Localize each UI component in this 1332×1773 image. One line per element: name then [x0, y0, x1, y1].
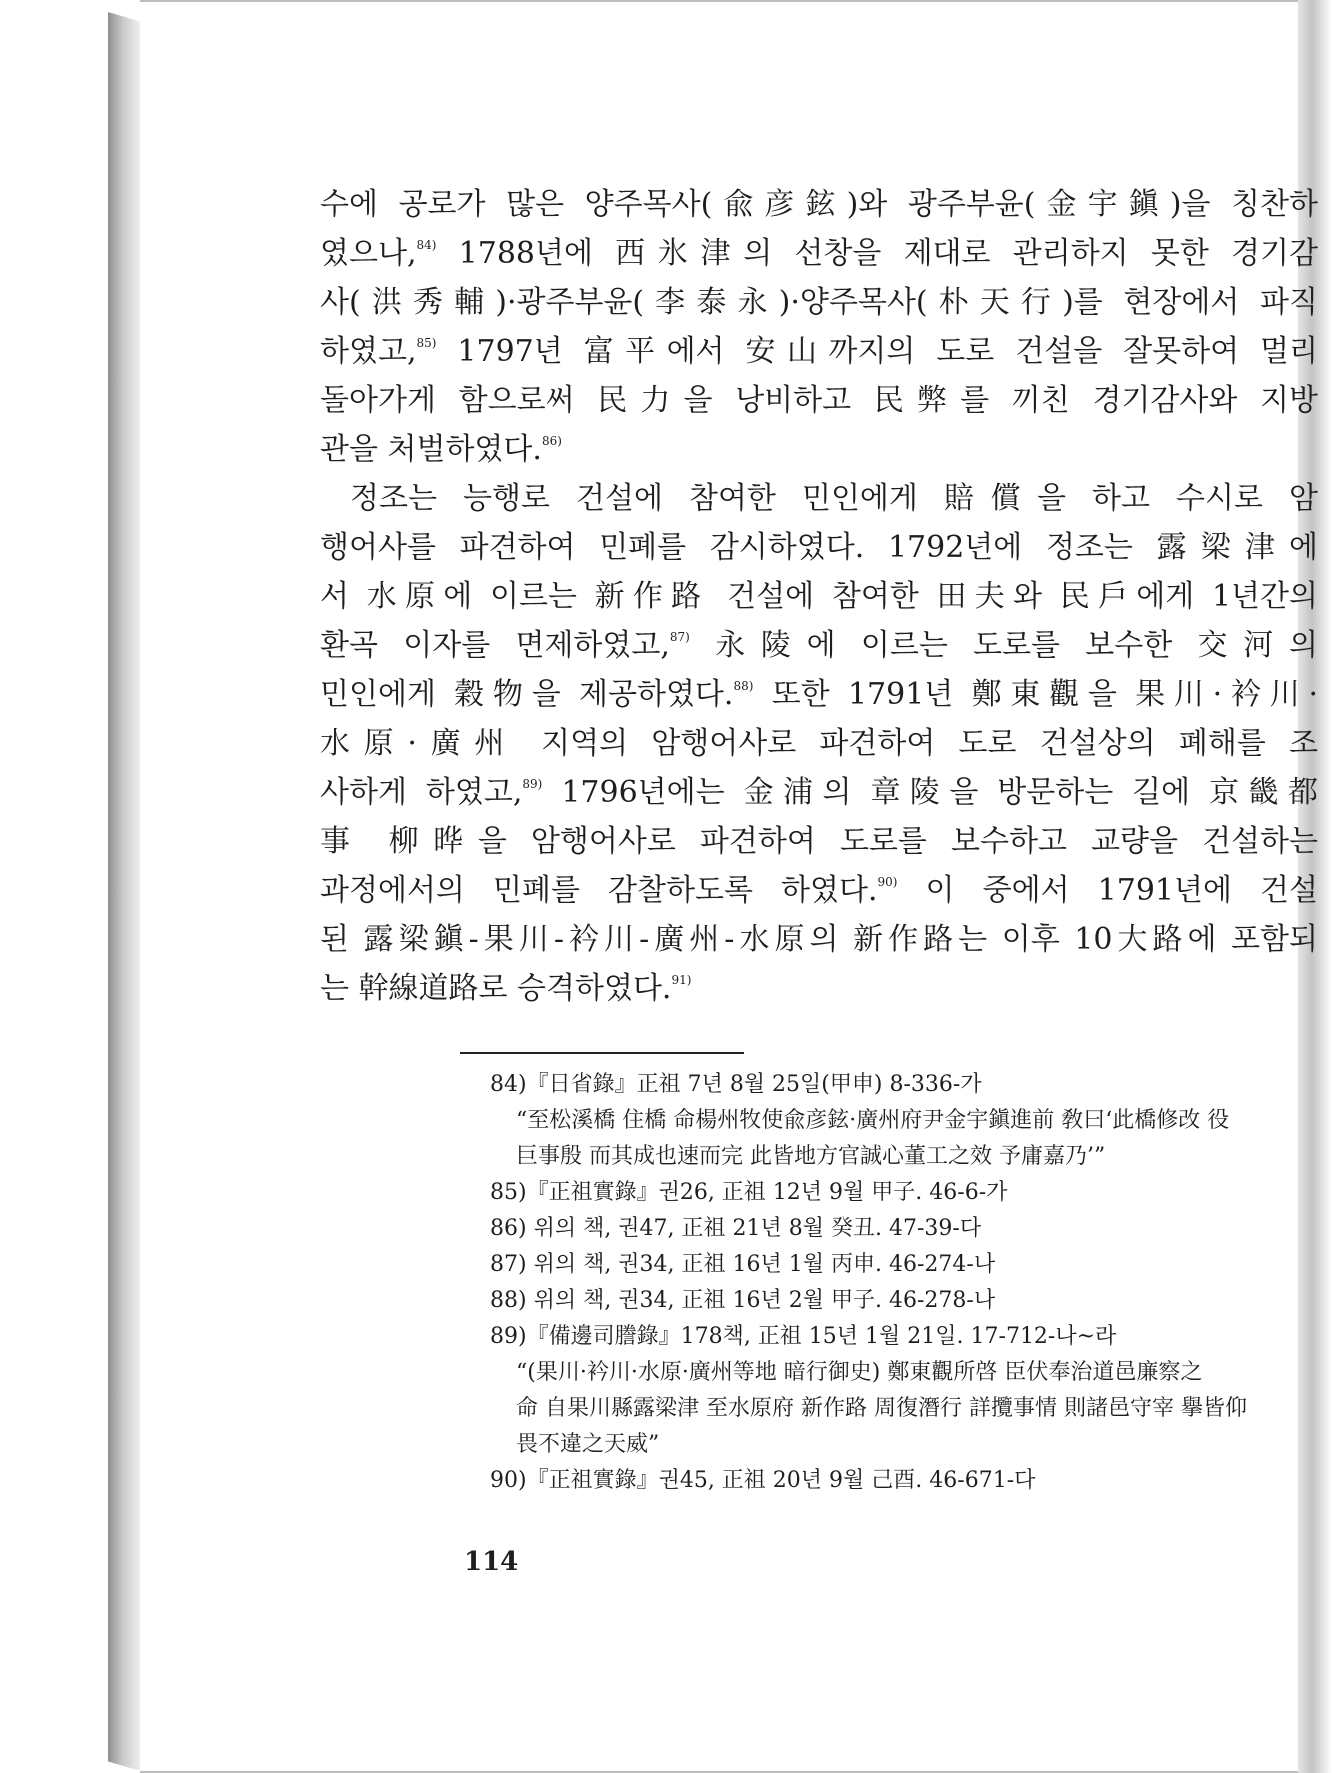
body-line: 事 柳晔을 암행어사로 파견하여 도로를 보수하고 교량을 건설하는 — [320, 824, 1318, 859]
footnote-84-quote: “至松溪橋 住橋 命楊州牧使兪彦鉉·廣州府尹金宇鎭進前 敎曰‘此橋修改 役 — [516, 1108, 1230, 1133]
footnote-ref-86: 86) — [541, 434, 562, 448]
footnote-89-quote: 畏不違之天威” — [516, 1432, 660, 1457]
body-line: 水原·廣州 지역의 암행어사로 파견하여 도로 건설상의 폐해를 조 — [320, 726, 1318, 761]
book-page — [140, 0, 1318, 1773]
body-line: 환곡 이자를 면제하였고,$^{87)}$ 永陵에 이르는 도로를 보수한 交河의 — [320, 628, 1318, 663]
footnote-84: 84)『日省錄』正祖 7년 8월 25일(甲申) 8-336-가 — [490, 1072, 982, 1097]
footnote-90: 90)『正祖實錄』권45, 正祖 20년 9월 己酉. 46-671-다 — [490, 1468, 1036, 1493]
body-line: 였으나,$^{84)}$ 1788년에 西氷津의 선창을 제대로 관리하지 못한 경기감 — [320, 236, 1318, 271]
book-spine — [108, 12, 144, 1772]
footnote-ref-89: 89) — [522, 777, 543, 791]
footnote-86: 86) 위의 책, 권47, 正祖 21년 8월 癸丑. 47-39-다 — [490, 1216, 982, 1241]
footnote-ref-84: 84) — [416, 238, 437, 252]
body-line: 과정에서의 민폐를 감찰하도록 하였다.$^{90)}$ 이 중에서 1791년에 건설 — [320, 873, 1318, 908]
body-line: 수에 공로가 많은 양주목사(兪彦鉉)와 광주부윤(金宇鎭)을 칭찬하 — [320, 187, 1318, 222]
footnote-88: 88) 위의 책, 권34, 正祖 16년 2월 甲子. 46-278-나 — [490, 1288, 996, 1313]
footnote-85: 85)『正祖實錄』권26, 正祖 12년 9월 甲子. 46-6-가 — [490, 1180, 1008, 1205]
footnote-89-quote: “(果川·衿川·水原·廣州等地 暗行御史) 鄭東觀所啓 臣伏奉治道邑廉察之 — [516, 1360, 1203, 1385]
footnote-ref-85: 85) — [416, 336, 437, 350]
footnotes — [490, 1067, 1320, 1499]
body-line: 하였고,$^{85)}$ 1797년 富平에서 安山까지의 도로 건설을 잘못하여 멀리 — [320, 334, 1318, 369]
body-line: 된 露梁鎭-果川-衿川-廣州-水原의 新作路는 이후 10大路에 포함되 — [320, 922, 1318, 957]
footnote-ref-90: 90) — [877, 875, 898, 889]
body-text — [320, 180, 1318, 1013]
footnote-separator — [460, 1052, 744, 1054]
body-line: 돌아가게 함으로써 民力을 낭비하고 民弊를 끼친 경기감사와 지방 — [320, 383, 1318, 418]
footnote-ref-87: 87) — [669, 630, 690, 644]
body-line: 민인에게 穀物을 제공하였다.$^{88)}$ 또한 1791년 鄭東觀을 果川·衿川· — [320, 677, 1318, 712]
footnote-ref-88: 88) — [733, 679, 754, 693]
body-line: 관을 처벌하였다.$^{86)}$ — [320, 432, 562, 467]
body-line: 사(洪秀輔)·광주부윤(李泰永)·양주목사(朴天行)를 현장에서 파직 — [320, 285, 1318, 320]
body-line: 사하게 하였고,$^{89)}$ 1796년에는 金浦의 章陵을 방문하는 길에 京畿都 — [320, 775, 1318, 810]
footnote-84-quote: 巨事殷 而其成也速而完 此皆地方官誠心董工之效 予庸嘉乃’” — [516, 1144, 1106, 1169]
body-line: 는 幹線道路로 승격하였다.$^{91)}$ — [320, 971, 692, 1006]
footnote-ref-91: 91) — [671, 973, 692, 987]
page-number: 114 — [464, 1547, 519, 1577]
body-line: 서 水原에 이르는 新作路 건설에 참여한 田夫와 民戶에게 1년간의 — [320, 579, 1318, 614]
footnote-89-quote: 命 自果川縣露梁津 至水原府 新作路 周復潛行 詳攬事情 則諸邑守宰 擧皆仰 — [516, 1396, 1247, 1421]
footnote-87: 87) 위의 책, 권34, 正祖 16년 1월 丙申. 46-274-나 — [490, 1252, 996, 1277]
paragraph-start-line: 정조는 능행로 건설에 참여한 민인에게 賠償을 하고 수시로 암 — [350, 481, 1318, 516]
body-line: 행어사를 파견하여 민폐를 감시하였다. 1792년에 정조는 露梁津에 — [320, 530, 1318, 565]
footnote-89: 89)『備邊司謄錄』178책, 正祖 15년 1월 21일. 17-712-나~라 — [490, 1324, 1117, 1349]
